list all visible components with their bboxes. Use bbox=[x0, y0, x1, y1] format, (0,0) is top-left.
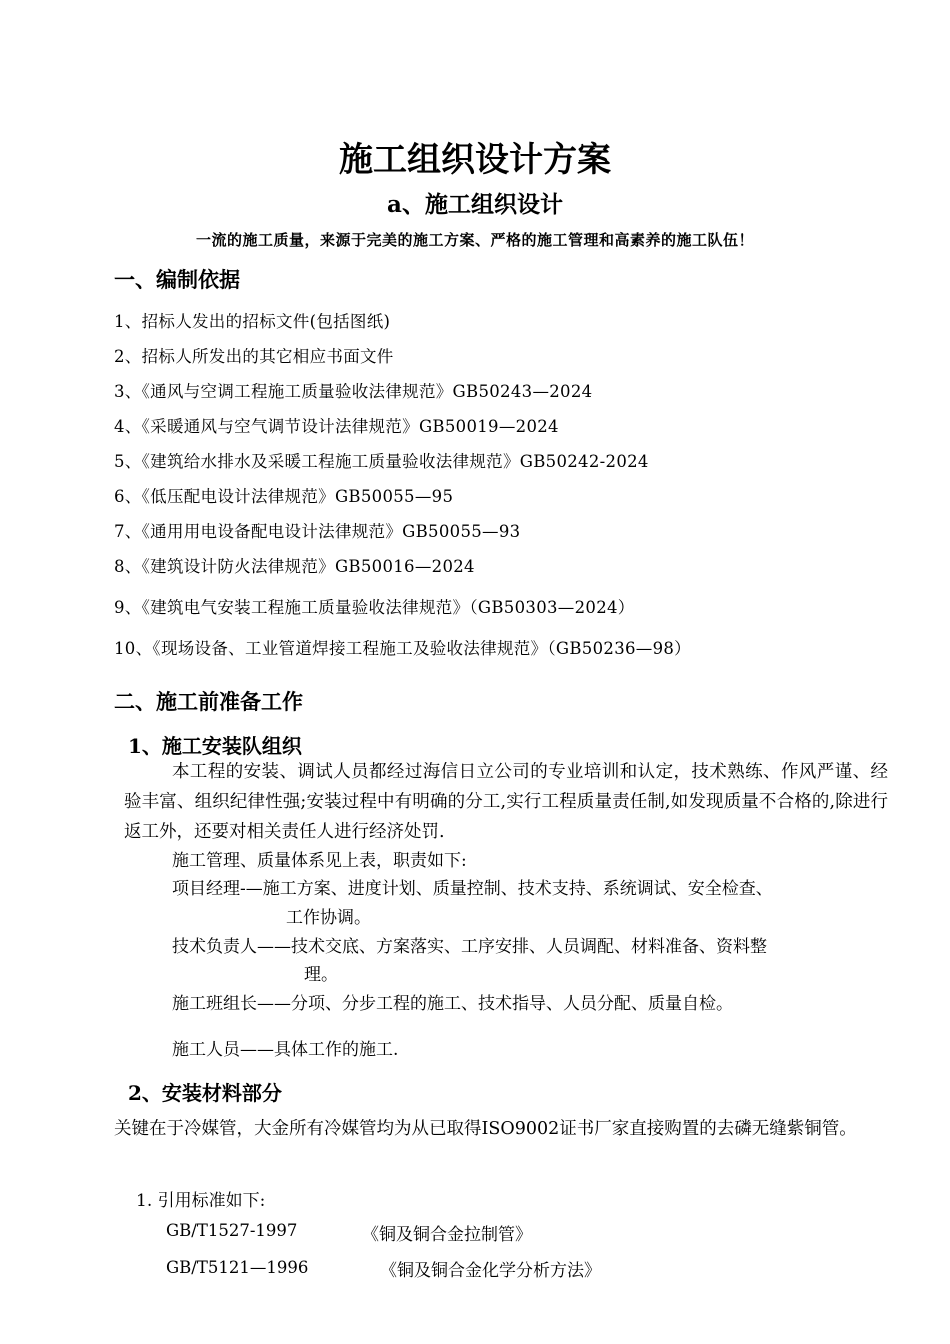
responsibility-intro: 施工管理、质量体系见上表，职责如下: bbox=[172, 851, 467, 871]
basis-item-6: 6、《低压配电设计法律规范》GB50055—95 bbox=[114, 487, 454, 506]
basis-item-5: 5、《建筑给水排水及采暖工程施工质量验收法律规范》GB50242-2024 bbox=[114, 452, 649, 471]
standard-name-2: 《铜及铜合金化学分析方法》 bbox=[380, 1261, 601, 1281]
standards-label: 1. 引用标准如下: bbox=[136, 1191, 266, 1211]
role-project-manager: 项目经理-—施工方案、进度计划、质量控制、技术支持、系统调试、安全检查、 bbox=[172, 879, 773, 899]
basis-item-4: 4、《采暖通风与空气调节设计法律规范》GB50019—2024 bbox=[114, 417, 559, 436]
role-team-leader: 施工班组长——分项、分步工程的施工、技术指导、人员分配、质量自检。 bbox=[172, 994, 733, 1014]
role-tech-lead: 技术负责人——技术交底、方案落实、工序安排、人员调配、材料准备、资料整 bbox=[172, 937, 767, 957]
basis-item-7: 7、《通用用电设备配电设计法律规范》GB50055—93 bbox=[114, 522, 521, 541]
document-title: 施工组织设计方案 bbox=[339, 140, 611, 180]
document-subtitle: a、施工组织设计 bbox=[387, 191, 563, 218]
section1-heading: 一、编制依据 bbox=[114, 267, 240, 292]
section2-heading: 二、施工前准备工作 bbox=[114, 689, 303, 714]
standard-code-2: GB/T5121—1996 bbox=[166, 1258, 309, 1277]
role-workers: 施工人员——具体工作的施工. bbox=[172, 1040, 399, 1060]
role-project-manager-cont: 工作协调。 bbox=[286, 908, 371, 928]
standard-code-1: GB/T1527-1997 bbox=[166, 1221, 298, 1240]
basis-item-8: 8、《建筑设计防火法律规范》GB50016—2024 bbox=[114, 557, 475, 576]
standard-name-1: 《铜及铜合金拉制管》 bbox=[362, 1225, 532, 1245]
basis-item-10: 10、《现场设备、工业管道焊接工程施工及验收法律规范》（GB50236—98） bbox=[114, 639, 691, 658]
sub1-paragraph: 本工程的安装、调试人员都经过海信日立公司的专业培训和认定，技术熟练、作风严谨、经验丰富、组织纪律性强;安装过程中有明确的分工,实行工程质量责任制,如发现质量不合格的,除进行返工外，还要对相关责任人进行经济处罚. bbox=[124, 762, 888, 842]
basis-item-1: 1、招标人发出的招标文件(包括图纸) bbox=[114, 312, 391, 331]
basis-item-2: 2、招标人所发出的其它相应书面文件 bbox=[114, 347, 394, 366]
role-tech-lead-cont: 理。 bbox=[304, 965, 338, 985]
document-slogan: 一流的施工质量，来源于完美的施工方案、严格的施工管理和高素养的施工队伍！ bbox=[195, 231, 754, 249]
sub1-heading: 1、施工安装队组织 bbox=[128, 734, 302, 758]
basis-item-3: 3、《通风与空调工程施工质量验收法律规范》GB50243—2024 bbox=[114, 382, 593, 401]
sub2-heading: 2、安装材料部分 bbox=[128, 1081, 282, 1105]
sub2-paragraph: 关键在于冷媒管，大金所有冷媒管均为从已取得ISO9002证书厂家直接购置的去磷无缝紫铜管。 bbox=[114, 1119, 857, 1139]
basis-item-9: 9、《建筑电气安装工程施工质量验收法律规范》（GB50303—2024） bbox=[114, 598, 635, 617]
